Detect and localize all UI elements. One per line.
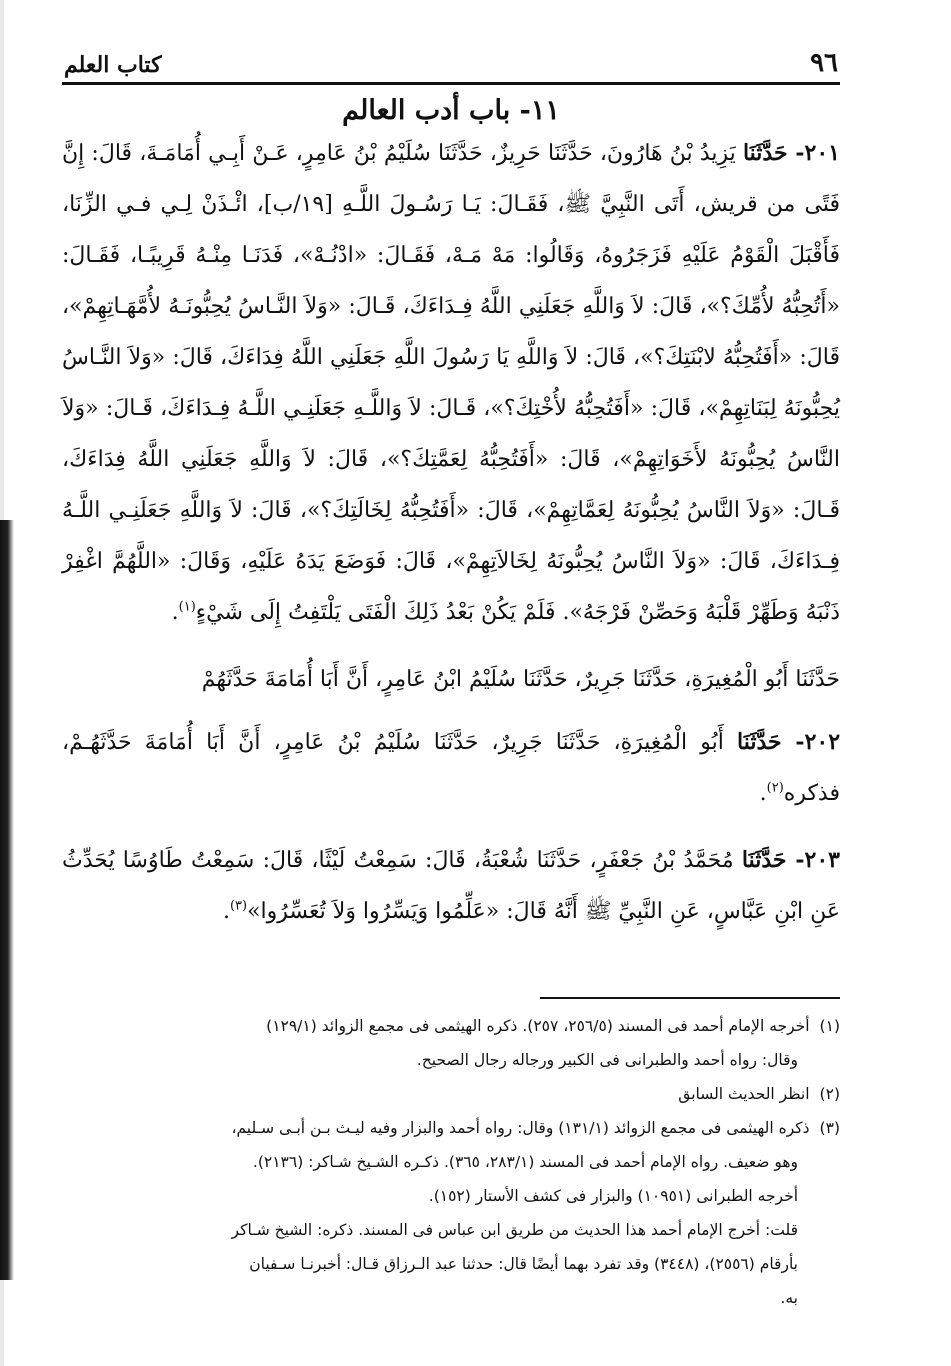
footnote-line: أخرجه الإمام أحمد فى المسند (٢٥٦/٥، ٢٥٧). ذكره الهيثمى فى مجمع الزوائد (١٢٩/١) <box>266 1017 810 1035</box>
binding-shadow <box>0 520 14 1280</box>
footnote-line: وقال: رواه أحمد والطبرانى فى الكبير ورجاله رجال الصحيح. <box>416 1051 798 1069</box>
footnote-3-cont <box>62 1281 840 1315</box>
footnote-2 <box>62 1077 840 1111</box>
footnote-3 <box>62 1111 840 1145</box>
footnote-line: انظر الحديث السابق <box>678 1085 810 1103</box>
hadith-number: ٢٠٢ <box>804 729 841 755</box>
hadith-lead: حَدَّثَنَا <box>736 729 782 755</box>
page-number: ٩٦ <box>810 48 838 78</box>
footnote-line: قلت: أخرج الإمام أحمد هذا الحديث من طريق ابن عباس فى المسند. ذكره: الشيخ شـاكر <box>231 1221 798 1239</box>
hadith-text: أَبُو الْمُغِيرَةِ، حَدَّثَنَا جَرِيرٌ، حَدَّثَنَا سُلَيْمُ بْنُ عَامِرٍ، أَنَّ أَبَا أُمَامَةَ حَدَّثَهُـمْ، فذكره <box>62 730 840 806</box>
footnote-ref: (٣) <box>229 898 248 914</box>
footnote-ref: (٢) <box>766 780 784 796</box>
footnotes <box>62 1009 840 1315</box>
footnote-1 <box>62 1009 840 1043</box>
footnote-line: بأرقام (٢٥٥٦)، (٣٤٤٨) وقد تفرد بهما أيضًا قال: حدثنا عبد الـرزاق قـال: أخبرنـا سـفيان <box>249 1255 798 1273</box>
hadith-202: ٢٠٢- حَدَّثَنَا أَبُو الْمُغِيرَةِ، حَدَّثَنَا جَرِيرٌ، حَدَّثَنَا سُلَيْمُ بْنُ عَامِرٍ، أَنَّ أَبَا أُمَامَةَ حَدَّثَهُـمْ، فذكره$^{(٢)}$. <box>62 729 841 806</box>
footnote-line: به. <box>780 1289 798 1307</box>
hadith-end: . <box>222 899 230 924</box>
footnote-marker: (٢) <box>819 1085 840 1103</box>
footnote-marker: (١) <box>819 1017 840 1035</box>
hadith-number: ٢٠١ <box>804 140 840 166</box>
footnote-line: وهو ضعيف. رواه الإمام أحمد فى المسند (٢٨٣/١، ٣٦٥). ذكـره الشـيخ شـاكر: (٢١٣٦). <box>252 1153 798 1171</box>
running-header <box>62 38 840 85</box>
hadith-203: ٢٠٣- حَدَّثَنَا مُحَمَّدُ بْنُ جَعْفَرٍ، حَدَّثَنَا شُعْبَةُ، قَالَ: سَمِعْتُ لَيْثًا، قَالَ: سَمِعْتُ طَاوُسًا يُحَدِّثُ عَنِ ابْنِ عَبَّاسٍ، عَنِ النَّبِيِّ ﷺ أَنَّهُ قَالَ: «عَلِّمُوا وَيَسِّرُوا وَلاَ تُعَسِّرُوا»$^{(٣)}$. <box>62 847 840 924</box>
footnote-line: ذكره الهيثمى فى مجمع الزوائد (١٣١/١) وقال: رواه أحمد والبزار وفيه ليـث بـن أبـى سـليم، <box>231 1119 810 1137</box>
isnad-text: حَدَّثَنَا أَبُو الْمُغِيرَةِ، حَدَّثَنَا جَرِيرٌ، حَدَّثَنَا سُلَيْمُ ابْنُ عَامِرٍ، أَنَّ أَبَا أُمَامَةَ حَدَّثَهُمْ <box>201 667 840 692</box>
footnote-3-cont <box>62 1179 840 1213</box>
book-title: كتاب العلم <box>64 52 162 78</box>
hadith-lead: حَدَّثَنَا <box>741 847 787 873</box>
footnote-1-cont <box>62 1043 840 1077</box>
footnote-3-cont <box>62 1145 840 1179</box>
hadith-lead: حَدَّثَنَا <box>742 140 788 166</box>
footnote-line: أخرجه الطبرانى (١٠٩٥١) والبزار فى كشف الأستار (١٥٢). <box>428 1187 798 1205</box>
footnote-ref: (١) <box>178 599 196 615</box>
footnote-divider <box>540 997 840 999</box>
book-page <box>62 38 840 1315</box>
footnote-marker: (٣) <box>819 1119 840 1137</box>
hadith-text: مُحَمَّدُ بْنُ جَعْفَرٍ، حَدَّثَنَا شُعْبَةُ، قَالَ: سَمِعْتُ لَيْثًا، قَالَ: سَمِعْتُ طَاوُسًا يُحَدِّثُ عَنِ ابْنِ عَبَّاسٍ، عَنِ النَّبِيِّ ﷺ أَنَّهُ قَالَ: «عَلِّمُوا وَيَسِّرُوا وَلاَ تُعَسِّرُوا» <box>62 848 840 924</box>
isnad-line <box>62 654 840 705</box>
hadith-201: ٢٠١- حَدَّثَنَا يَزِيدُ بْنُ هَارُونَ، حَدَّثَنَا حَرِيزٌ، حَدَّثَنَا سُلَيْمُ بْنُ عَامِرٍ، عَـنْ أَبِـي أُمَامَـةَ، قَالَ: إِنَّ فَتًى من قريش، أَتَى النَّبِيَّ ﷺ، فَقَـالَ: يَـا رَسُـولَ اللَّـهِ [١٩/ب]، ائْـذَنْ لِـي فـي الزِّنَا، فَأَقْبَلَ الْقَوْمُ عَلَيْهِ فَزَجَرُوهُ، وَقَالُوا: مَهْ مَـهْ، فَقَـالَ: «ادْنُـهْ»، فَدَنَـا مِنْـهُ قَرِيبًـا، فَقَـالَ: «أَتُحِبُّهُ لأُمِّكَ؟»، قَالَ: لاَ وَاللَّهِ جَعَلَنِي اللَّهُ فِـدَاءَكَ، قَـالَ: «وَلاَ النَّـاسُ يُحِبُّونَـهُ لأُمَّهَـاتِهِمْ»، قَالَ: «أَفَتُحِبُّهُ لابْنَتِكَ؟»، قَالَ: لاَ وَاللَّهِ يَا رَسُولَ اللَّهِ جَعَلَنِي اللَّهُ فِدَاءَكَ، قَالَ: «وَلاَ النَّـاسُ يُحِبُّونَهُ لِبَنَاتِهِمْ»، قَالَ: «أَفَتُحِبُّهُ لأُخْتِكَ؟»، قَـالَ: لاَ وَاللَّـهِ جَعَلَنِـي اللَّـهُ فِـدَاءَكَ، قَـالَ: «وَلاَ النَّاسُ يُحِبُّونَهُ لأَخَوَاتِهِمْ»، قَالَ: «أَفَتُحِبُّهُ لِعَمَّتِكَ؟»، قَالَ: لاَ وَاللَّهِ جَعَلَنِي اللَّهُ فِدَاءَكَ، قَـالَ: «وَلاَ النَّاسُ يُحِبُّونَهُ لِعَمَّاتِهِمْ»، قَالَ: «أَفَتُحِبُّهُ لِخَالَتِكَ؟»، قَالَ: لاَ وَاللَّهِ جَعَلَنِـي اللَّـهُ فِـدَاءَكَ، قَالَ: «وَلاَ النَّاسُ يُحِبُّونَهُ لِخَالاَتِهِمْ»، قَالَ: فَوَضَعَ يَدَهُ عَلَيْهِ، وَقَالَ: «اللَّهُمَّ اغْفِرْ ذَنْبَهُ وَطَهِّرْ قَلْبَهُ وَحَصِّنْ فَرْجَهُ». فَلَمْ يَكُنْ بَعْدُ ذَلِكَ الْفَتَى يَلْتَفِتُ إِلَى شَيْءٍ$^{(١)}$. <box>62 140 840 625</box>
hadith-end: . <box>171 600 179 625</box>
hadith-number: ٢٠٣ <box>804 847 840 873</box>
hadith-text: يَزِيدُ بْنُ هَارُونَ، حَدَّثَنَا حَرِيزٌ، حَدَّثَنَا سُلَيْمُ بْنُ عَامِرٍ، عَـنْ أَبِـي أُمَامَـةَ، قَالَ: إِنَّ فَتًى من قريش، أَتَى النَّبِيَّ ﷺ، فَقَـالَ: يَـا رَسُـولَ اللَّـهِ [١٩/ب]، ائْـذَنْ لِـي فـي الزِّنَا، فَأَقْبَلَ الْقَوْمُ عَلَيْهِ فَزَجَرُوهُ، وَقَالُوا: مَهْ مَـهْ، فَقَـالَ: «ادْنُـهْ»، فَدَنَـا مِنْـهُ قَرِيبًـا، فَقَـالَ: «أَتُحِبُّهُ لأُمِّكَ؟»، قَالَ: لاَ وَاللَّهِ جَعَلَنِي اللَّهُ فِـدَاءَكَ، قَـالَ: «وَلاَ النَّـاسُ يُحِبُّونَـهُ لأُمَّهَـاتِهِمْ»، قَالَ: «أَفَتُحِبُّهُ لابْنَتِكَ؟»، قَالَ: لاَ وَاللَّهِ يَا رَسُولَ اللَّهِ جَعَلَنِي اللَّهُ فِدَاءَكَ، قَالَ: «وَلاَ النَّـاسُ يُحِبُّونَهُ لِبَنَاتِهِمْ»، قَالَ: «أَفَتُحِبُّهُ لأُخْتِكَ؟»، قَـالَ: لاَ وَاللَّـهِ جَعَلَنِـي اللَّـهُ فِـدَاءَكَ، قَـالَ: «وَلاَ النَّاسُ يُحِبُّونَهُ لأَخَوَاتِهِمْ»، قَالَ: «أَفَتُحِبُّهُ لِعَمَّتِكَ؟»، قَالَ: لاَ وَاللَّهِ جَعَلَنِي اللَّهُ فِدَاءَكَ، قَـالَ: «وَلاَ النَّاسُ يُحِبُّونَهُ لِعَمَّاتِهِمْ»، قَالَ: «أَفَتُحِبُّهُ لِخَالَتِكَ؟»، قَالَ: لاَ وَاللَّهِ جَعَلَنِـي اللَّـهُ فِـدَاءَكَ، قَالَ: «وَلاَ النَّاسُ يُحِبُّونَهُ لِخَالاَتِهِمْ»، قَالَ: فَوَضَعَ يَدَهُ عَلَيْهِ، وَقَالَ: «اللَّهُمَّ اغْفِرْ ذَنْبَهُ وَطَهِّرْ قَلْبَهُ وَحَصِّنْ فَرْجَهُ». فَلَمْ يَكُنْ بَعْدُ ذَلِكَ الْفَتَى يَلْتَفِتُ إِلَى شَيْءٍ <box>62 141 840 625</box>
footnote-3-cont <box>62 1213 840 1247</box>
hadith-end: . <box>759 781 767 806</box>
chapter-heading: ١١- باب أدب العالم <box>342 95 560 126</box>
footnote-3-cont <box>62 1247 840 1281</box>
